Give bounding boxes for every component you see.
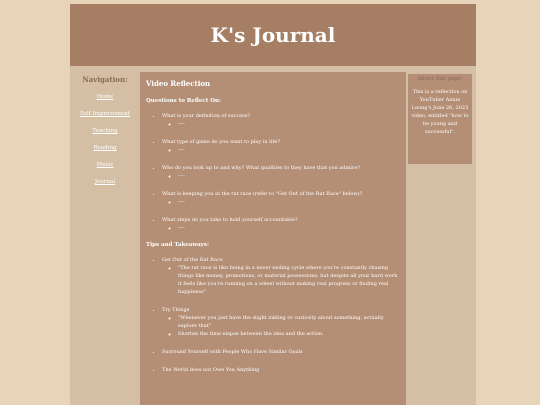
navigation xyxy=(70,72,140,196)
about-box xyxy=(408,74,472,164)
site-header xyxy=(70,4,476,66)
article-heading: Video Reflection xyxy=(146,79,211,88)
about-text: This is a reflection on YouTuber Annie Leong's June 26, 2023 video, entitled "how to be young and successful". xyxy=(411,89,469,135)
nav-link-teaching[interactable]: Teaching xyxy=(92,128,118,134)
tips-list xyxy=(146,256,400,374)
nav-link-home[interactable]: Home xyxy=(96,94,114,100)
about-title: About this page: xyxy=(417,76,463,82)
list-item: • What is keeping you in the rat race (refer to "Get Out of the Rat Race" below)? ◦ ---- xyxy=(162,190,400,206)
list-item: • What type of game do you want to play in life? ◦ ---- xyxy=(162,138,400,154)
nav-link-self-improvement[interactable]: Self Improvement xyxy=(80,111,130,117)
list-item: • What is your definition of success? ◦ ---- xyxy=(162,112,400,128)
site-title: K's Journal xyxy=(210,23,336,47)
list-item: • Get Out of the Rat Race ◦ "The rat race is like being in a never ending cycle where you're constantly chasing things like money, promotions, or material possessions, but despite all your hard work it feels like you're running on a wheel without making real progress or finding real happiness" xyxy=(162,256,400,296)
list-item: • Try Things ◦ "Whenever you just have the slight inkling or curiosity about something, actually explore that" ◦ Shorten the time elapse between the idea and the action. xyxy=(162,306,400,338)
list-item: • Who do you look up to and why? What qualities to they have that you admire? ◦ ---- xyxy=(162,164,400,180)
main-content xyxy=(140,72,406,405)
nav-link-music[interactable]: Music xyxy=(96,162,114,168)
nav-link-journal[interactable]: Journal xyxy=(94,179,116,185)
nav-link-reading[interactable]: Reading xyxy=(93,145,117,151)
list-item: • The World does not Owe You Anything xyxy=(162,366,400,374)
list-item: ◦ ---- xyxy=(178,198,400,206)
list-item: • Surround Yourself with People Who Have Similar Goals xyxy=(162,348,400,356)
page-container xyxy=(70,4,476,405)
list-item: ◦ Shorten the time elapse between the idea and the action. xyxy=(178,330,400,338)
list-item: ◦ ---- xyxy=(178,120,400,128)
nav-title: Navigation: xyxy=(82,75,128,84)
list-item: ◦ "Whenever you just have the slight inkling or curiosity about something, actually explore that" xyxy=(178,314,400,330)
list-item: ◦ ---- xyxy=(178,146,400,154)
tips-heading: Tips and Takeaways: xyxy=(146,242,209,248)
questions-heading: Questions to Reflect On: xyxy=(146,98,222,104)
list-item: • What steps do you take to hold yourself accountable? ◦ ---- xyxy=(162,216,400,232)
list-item: ◦ ---- xyxy=(178,172,400,180)
list-item: ◦ ---- xyxy=(178,224,400,232)
list-item: ◦ "The rat race is like being in a never ending cycle where you're constantly chasing things like money, promotions, or material possessions, but despite all your hard work it feels like you're running on a wheel without making real progress or finding real happiness" xyxy=(178,264,400,296)
questions-list xyxy=(146,112,400,232)
